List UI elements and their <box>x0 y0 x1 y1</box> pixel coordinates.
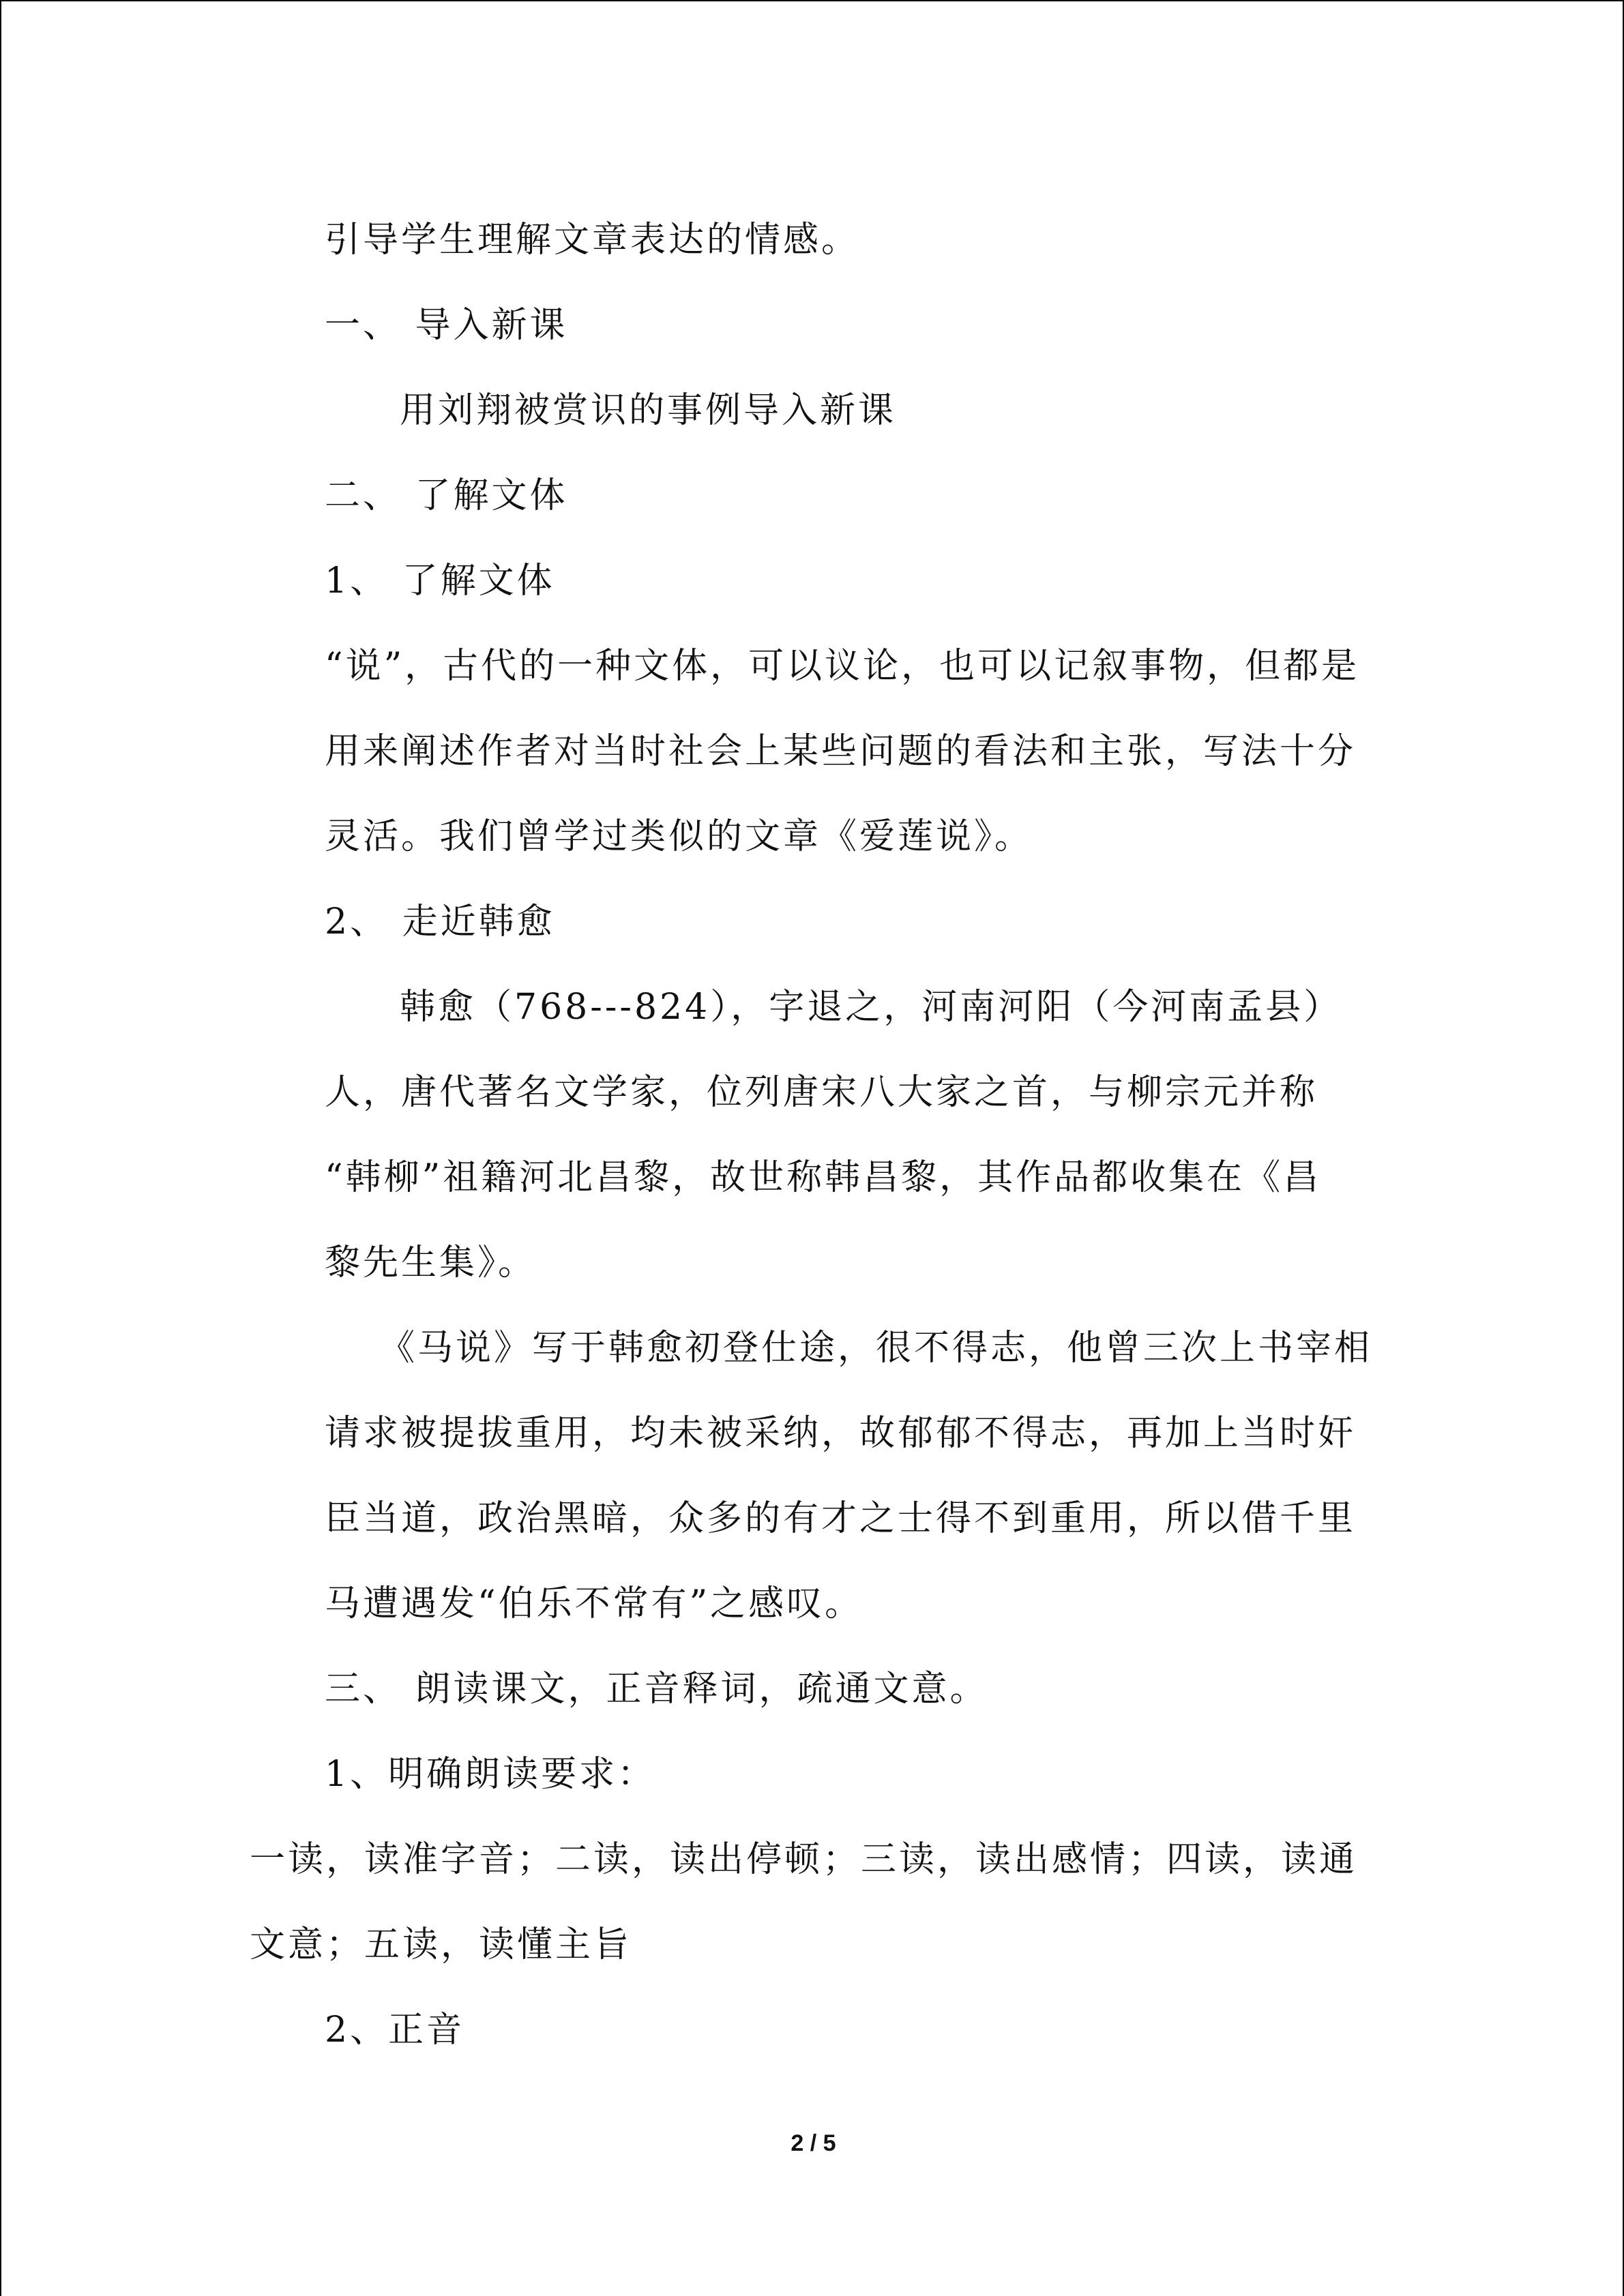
section-heading: 二、 了解文体 <box>325 475 568 516</box>
text-line: 用来阐述作者对当时社会上某些问题的看法和主张，写法十分 <box>325 731 1357 772</box>
text-line: 马遭遇发“伯乐不常有”之感叹。 <box>325 1583 863 1624</box>
text-line: 黎先生集》。 <box>325 1242 537 1283</box>
text-line: 请求被提拔重用，均未被采纳，故郁郁不得志，再加上当时奸 <box>325 1413 1357 1454</box>
text-line: 韩愈（768---824），字退之，河南河阳（今河南孟县） <box>400 987 1342 1028</box>
text-line: 人，唐代著名文学家，位列唐宋八大家之首，与柳宗元并称 <box>325 1072 1318 1113</box>
text-line: 《马说》写于韩愈初登仕途，很不得志，他曾三次上书宰相 <box>379 1328 1373 1369</box>
text-line: 用刘翔被赏识的事例导入新课 <box>400 390 897 431</box>
text-line: 引导学生理解文章表达的情感。 <box>325 220 860 260</box>
section-heading: 一、 导入新课 <box>325 305 568 346</box>
text-line: 文意；五读，读懂主旨 <box>250 1924 632 1965</box>
text-line: 2、正音 <box>325 2010 465 2051</box>
page-number: 2 / 5 <box>791 2130 836 2156</box>
subsection-heading: 1、 了解文体 <box>325 561 555 601</box>
text-line: 灵活。我们曾学过类似的文章《爱莲说》。 <box>325 816 1033 857</box>
text-line: 臣当道，政治黑暗，众多的有才之士得不到重用，所以借千里 <box>325 1498 1357 1539</box>
section-heading: 三、 朗读课文，正音释词，疏通文意。 <box>325 1669 988 1710</box>
text-line: 一读，读准字音；二读，读出停顿；三读，读出感情；四读，读通 <box>250 1839 1358 1880</box>
text-line: 1、明确朗读要求： <box>325 1754 656 1795</box>
text-line: “韩柳”祖籍河北昌黎，故世称韩昌黎，其作品都收集在《昌 <box>325 1157 1322 1198</box>
text-line: “说”，古代的一种文体，可以议论，也可以记叙事物，但都是 <box>325 646 1360 687</box>
subsection-heading: 2、 走近韩愈 <box>325 901 555 942</box>
